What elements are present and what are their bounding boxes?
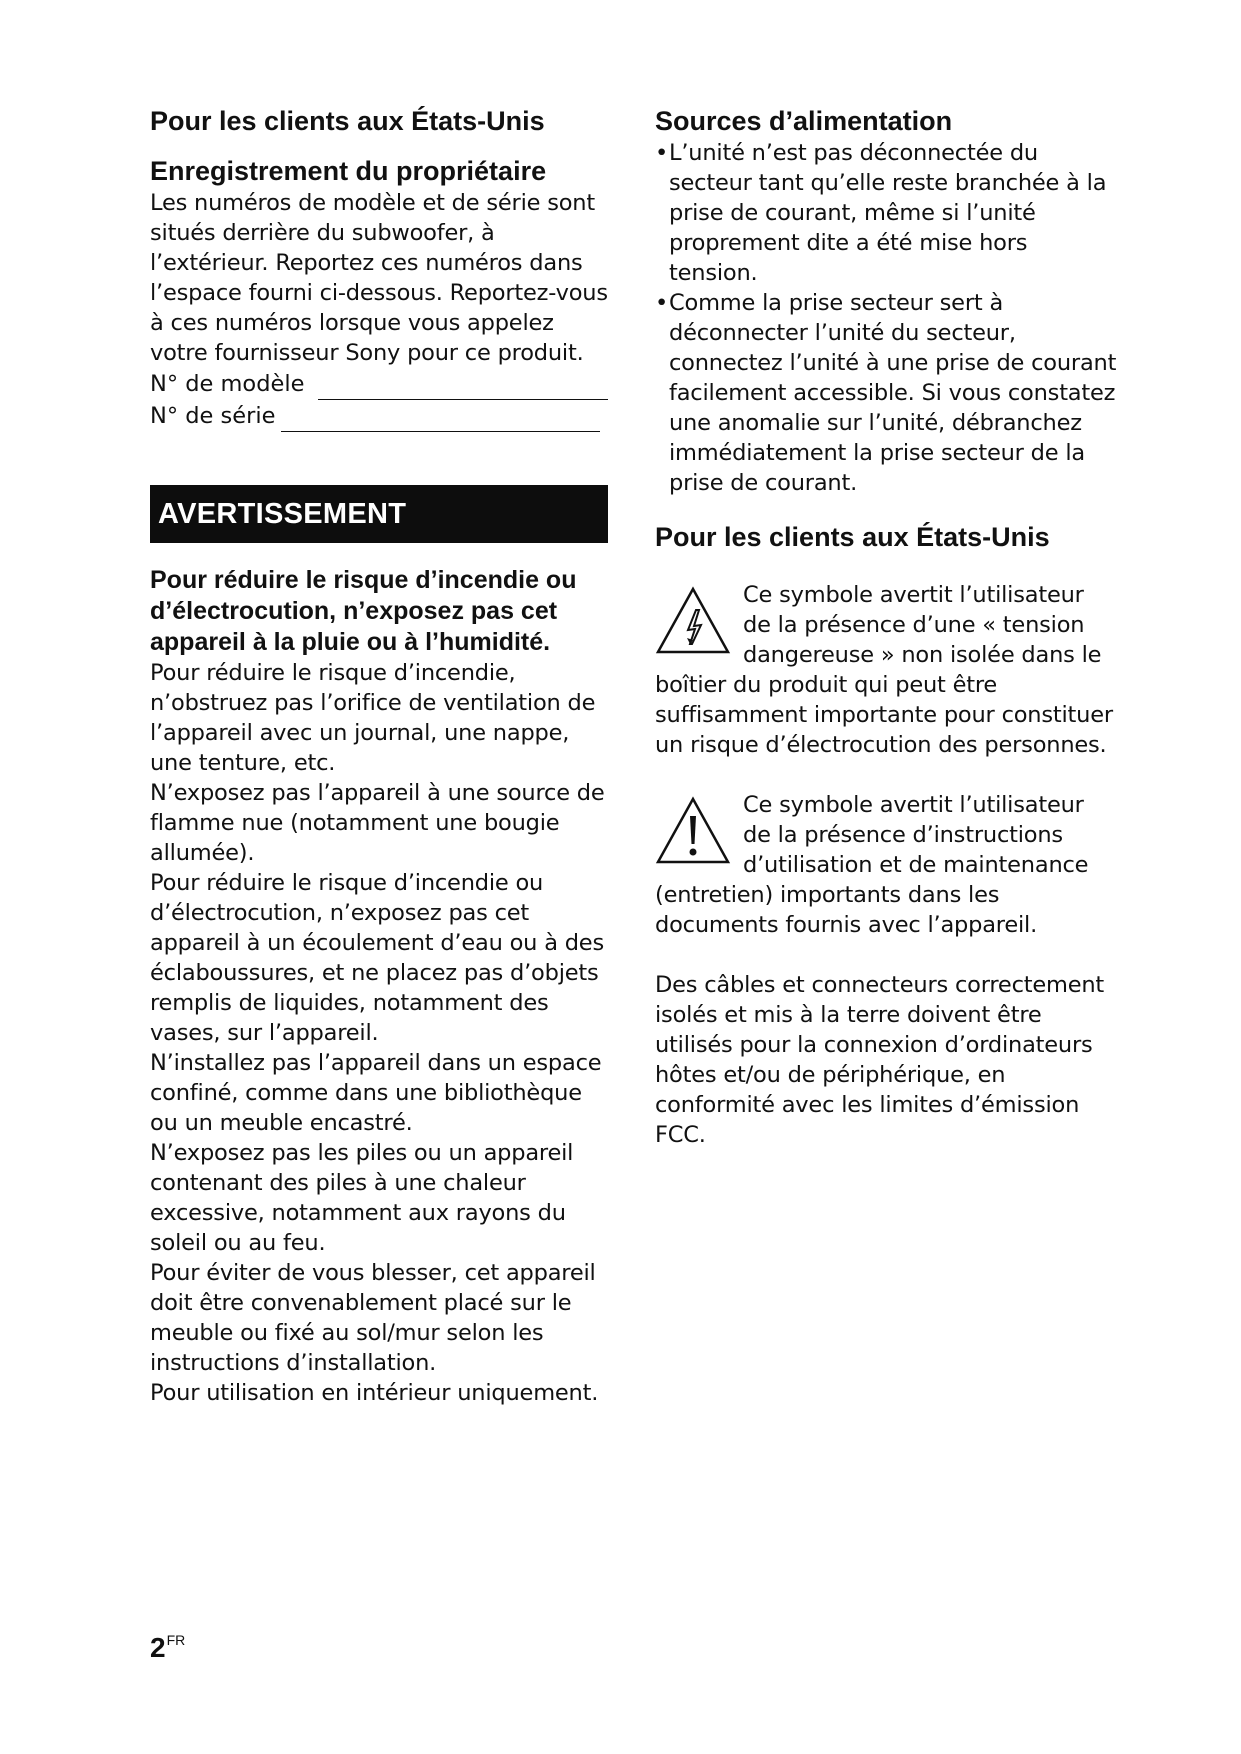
warning-banner: AVERTISSEMENT <box>150 485 608 543</box>
warning-paragraph: Pour éviter de vous blesser, cet appareil doit être convenablement placé sur le meuble ou fixé au sol/mur selon les instructions d’installation. <box>150 1260 596 1376</box>
exclamation-warning-icon <box>655 796 731 874</box>
page-number-value: 2 <box>150 1632 166 1663</box>
lightning-warning-icon <box>655 586 731 664</box>
serial-number-field <box>150 400 600 432</box>
warning-paragraph: N’exposez pas les piles ou un appareil contenant des piles à une chaleur excessive, notamment aux rayons du soleil ou au feu. <box>150 1140 574 1256</box>
instructions-symbol-block <box>655 790 1117 940</box>
owner-registration-text: Les numéros de modèle et de série sont situés derrière du subwoofer, à l’extérieur. Reportez ces numéros dans l’espace fourni ci-dessous. Reportez-vous à ces numéros lorsque vous appelez votre fournisseur Sony pour ce produit. <box>150 190 608 366</box>
language-code: FR <box>166 1632 186 1648</box>
power-sources-list <box>655 138 1117 498</box>
left-column <box>150 104 608 1408</box>
page-number <box>150 1632 185 1664</box>
list-item: • Comme la prise secteur sert à déconnecter l’unité du secteur, connectez l’unité à une prise de courant facilement accessible. Si vous constatez une anomalie sur l’unité, débranchez immédiatement la prise secteur de la prise de courant. <box>655 288 1117 498</box>
warning-paragraph: N’installez pas l’appareil dans un espace confiné, comme dans une bibliothèque ou un meuble encastré. <box>150 1050 602 1136</box>
model-number-field <box>150 368 608 400</box>
us-customers-heading: Pour les clients aux États-Unis <box>150 106 545 136</box>
owner-registration-heading: Enregistrement du propriétaire <box>150 156 547 186</box>
electric-shock-symbol-text: Ce symbole avertit l’utilisateur de la présence d’une « tension dangereuse » non isolée dans le boîtier du produit qui peut être suffisamment importante pour constituer un risque d’électrocution des personnes. <box>655 582 1113 758</box>
warning-paragraph: N’exposez pas l’appareil à une source de flamme nue (notamment une bougie allumée). <box>150 780 605 866</box>
warning-paragraph: Pour réduire le risque d’incendie ou d’électrocution, n’exposez pas cet appareil à un écoulement d’eau ou à des éclaboussures, et ne placez pas d’objets remplis de liquides, notamment des vases, sur l’appareil. <box>150 870 604 1046</box>
instructions-symbol-text: Ce symbole avertit l’utilisateur de la présence d’instructions d’utilisation et de maintenance (entretien) importants dans les documents fournis avec l’appareil. <box>655 792 1089 938</box>
model-number-line <box>318 377 608 400</box>
warning-heading: Pour réduire le risque d’incendie ou d’électrocution, n’exposez pas cet appareil à la pluie ou à l’humidité. <box>150 566 577 656</box>
serial-number-label: N° de série <box>150 403 276 429</box>
warning-paragraph: Pour réduire le risque d’incendie, n’obstruez pas l’orifice de ventilation de l’appareil avec un journal, une nappe, une tenture, etc. <box>150 660 596 776</box>
electric-shock-symbol-block <box>655 580 1117 760</box>
list-item: • L’unité n’est pas déconnectée du secteur tant qu’elle reste branchée à la prise de courant, même si l’unité proprement dite a été mise hors tension. <box>655 138 1117 288</box>
right-column <box>655 104 1117 1150</box>
us-customers-heading-right: Pour les clients aux États-Unis <box>655 522 1050 552</box>
warning-paragraph: Pour utilisation en intérieur uniquement. <box>150 1380 599 1406</box>
model-number-label: N° de modèle <box>150 371 305 397</box>
serial-number-line <box>281 409 600 432</box>
power-sources-heading: Sources d’alimentation <box>655 106 953 136</box>
fcc-compliance-text: Des câbles et connecteurs correctement isolés et mis à la terre doivent être utilisés pour la connexion d’ordinateurs hôtes et/ou de périphérique, en conformité avec les limites d’émission FCC. <box>655 972 1105 1148</box>
